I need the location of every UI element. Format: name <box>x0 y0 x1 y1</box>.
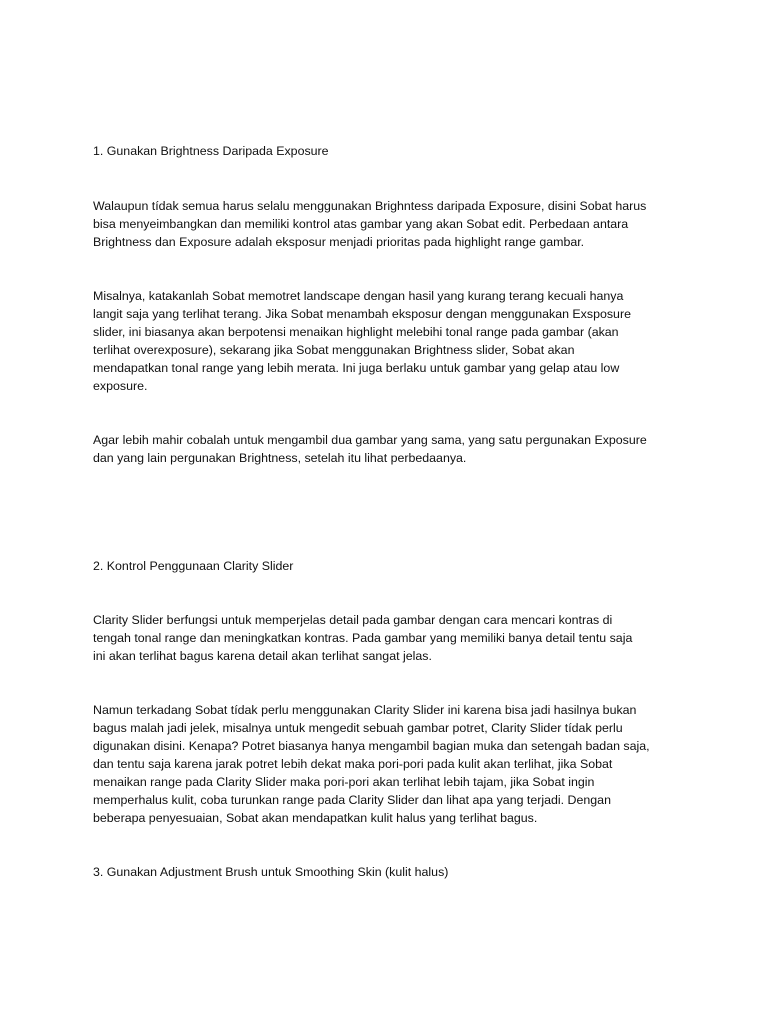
text-line: beberapa penyesuaian, Sobat akan mendapatkan kulit halus yang terlihat bagus. <box>93 811 538 825</box>
text-line: mendapatkan tonal range yang lebih merata. Ini juga berlaku untuk gambar yang gelap atau low <box>93 361 620 375</box>
text-line: tengah tonal range dan meningkatkan kontras. Pada gambar yang memiliki banya detail tentu saja <box>93 631 633 645</box>
section-1-paragraph-1 <box>93 197 673 251</box>
section-3-heading: 3. Gunakan Adjustment Brush untuk Smoothing Skin (kulit halus) <box>93 865 449 879</box>
text-line: bagus malah jadi jelek, misalnya untuk mengedit sebuah gambar potret, Clarity Slider tídak perlu <box>93 721 623 735</box>
text-line: exposure. <box>93 379 148 393</box>
text-line: digunakan disini. Kenapa? Potret biasanya hanya mengambil bagian muka dan setengah badan saja, <box>93 739 650 753</box>
text-line: Misalnya, katakanlah Sobat memotret landscape dengan hasil yang kurang terang kecuali hanya <box>93 289 624 303</box>
text-line: Brightness dan Exposure adalah eksposur menjadi prioritas pada highlight range gambar. <box>93 235 585 249</box>
text-line: memperhalus kulit, coba turunkan range pada Clarity Slider dan lihat apa yang terjadi. Dengan <box>93 793 611 807</box>
section-1-paragraph-2 <box>93 287 673 395</box>
text-line: bisa menyeimbangkan dan memiliki kontrol atas gambar yang akan Sobat edit. Perbedaan antara <box>93 217 629 231</box>
text-line: dan tentu saja karena jarak potret lebih dekat maka pori-pori pada kulit akan terlihat, jika Sobat <box>93 757 613 771</box>
text-line: Clarity Slider berfungsi untuk memperjelas detail pada gambar dengan cara mencari kontras di <box>93 613 613 627</box>
text-line: ini akan terlihat bagus karena detail akan terlihat sangat jelas. <box>93 649 432 663</box>
text-line: menaikan range pada Clarity Slider maka pori-pori akan terlihat lebih tajam, jika Sobat ingin <box>93 775 595 789</box>
section-2-heading: 2. Kontrol Penggunaan Clarity Slider <box>93 559 294 573</box>
section-1-heading: 1. Gunakan Brightness Daripada Exposure <box>93 144 329 158</box>
text-line: Agar lebih mahir cobalah untuk mengambil dua gambar yang sama, yang satu pergunakan Exposure <box>93 433 647 447</box>
section-2-paragraph-2 <box>93 701 673 827</box>
document-page <box>93 142 673 881</box>
text-line: slider, ini biasanya akan berpotensi menaikan highlight melebihi tonal range pada gambar (akan <box>93 325 619 339</box>
text-line: dan yang lain pergunakan Brightness, setelah itu lihat perbedaanya. <box>93 451 467 465</box>
text-line: Walaupun tídak semua harus selalu menggunakan Brighntess daripada Exposure, disini Sobat harus <box>93 199 647 213</box>
section-2-paragraph-1 <box>93 611 673 665</box>
text-line: Namun terkadang Sobat tídak perlu menggunakan Clarity Slider ini karena bisa jadi hasilnya bukan <box>93 703 637 717</box>
text-line: terlihat overexposure), sekarang jika Sobat menggunakan Brightness slider, Sobat akan <box>93 343 575 357</box>
text-line: langit saja yang terlihat terang. Jika Sobat menambah eksposur dengan menggunakan Exsposure <box>93 307 631 321</box>
section-1-paragraph-3 <box>93 431 673 467</box>
